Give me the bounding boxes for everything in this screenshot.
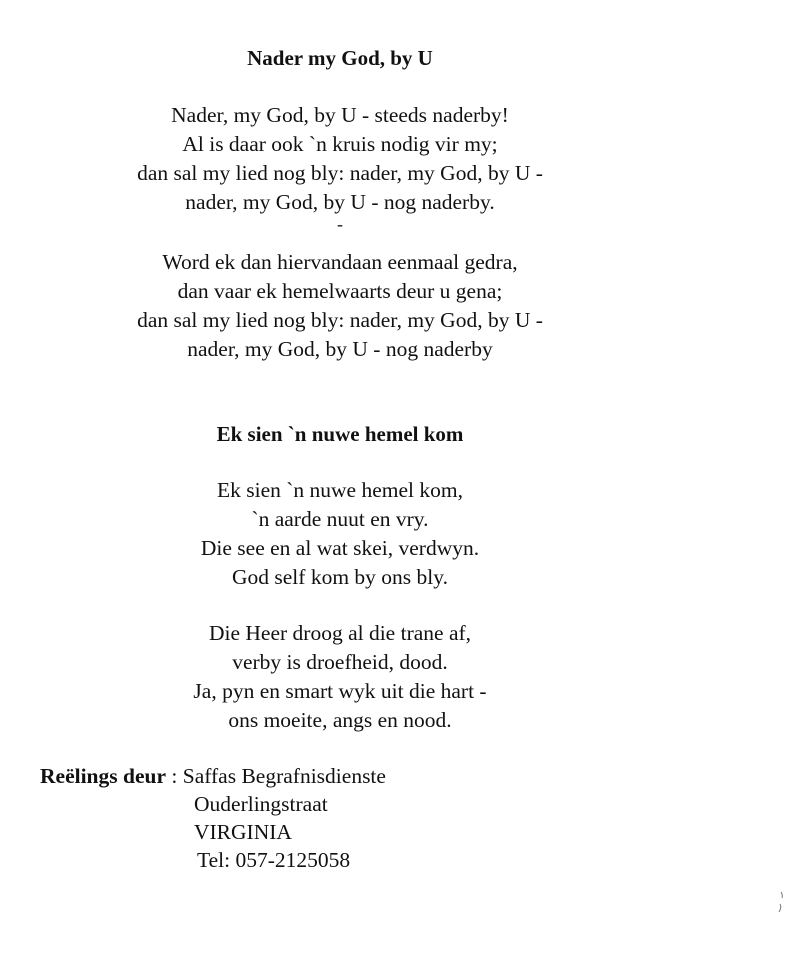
lyric-line: `n aarde nuut en vry. <box>251 507 429 531</box>
credits-first-row <box>40 762 386 790</box>
song2-title: Ek sien `n nuwe hemel kom <box>216 422 464 446</box>
song1-title: Nader my God, by U <box>247 46 433 70</box>
lyric-line: Ja, pyn en smart wyk uit die hart - <box>193 679 487 703</box>
lyric-line: Die Heer droog al die trane af, <box>208 621 472 645</box>
arrangements-credits <box>40 762 386 874</box>
lyric-line: God self kom by ons bly. <box>232 565 448 589</box>
lyric-line: nader, my God, by U - nog naderby <box>187 337 493 361</box>
lyric-line: Word ek dan hiervandaan eenmaal gedra, <box>162 250 518 274</box>
credits-separator: : <box>166 764 183 788</box>
lyric-line: dan vaar ek hemelwaarts deur u gena; <box>177 279 503 303</box>
credits-town: VIRGINIA <box>194 820 292 844</box>
lyric-line: Die see en al wat skei, verdwyn. <box>200 536 480 560</box>
song2-stanza-2 <box>0 619 680 735</box>
lyric-line: Ek sien `n nuwe hemel kom, <box>216 478 463 502</box>
lyric-line: verby is droefheid, dood. <box>232 650 448 674</box>
lyric-line: Al is daar ook `n kruis nodig vir my; <box>182 132 498 156</box>
lyric-line: dan sal my lied nog bly: nader, my God, by U - <box>137 308 543 332</box>
stray-dash: - <box>337 214 343 234</box>
song1-stanza-2 <box>0 248 680 364</box>
credits-company: Saffas Begrafnisdienste <box>182 764 386 788</box>
lyric-line: nader, my God, by U - nog naderby. <box>185 190 495 214</box>
lyric-line: dan sal my lied nog bly: nader, my God, by U - <box>137 161 543 185</box>
credits-phone: Tel: 057-2125058 <box>197 848 351 872</box>
lyric-line: Nader, my God, by U - steeds naderby! <box>171 103 509 127</box>
scan-speck-mark <box>776 890 786 916</box>
lyric-line: ons moeite, angs en nood. <box>228 708 452 732</box>
credits-label: Reëlings deur <box>40 764 167 788</box>
song1-stanza-1 <box>0 101 680 234</box>
song2-stanza-1 <box>0 476 680 592</box>
credits-street: Ouderlingstraat <box>194 792 328 816</box>
